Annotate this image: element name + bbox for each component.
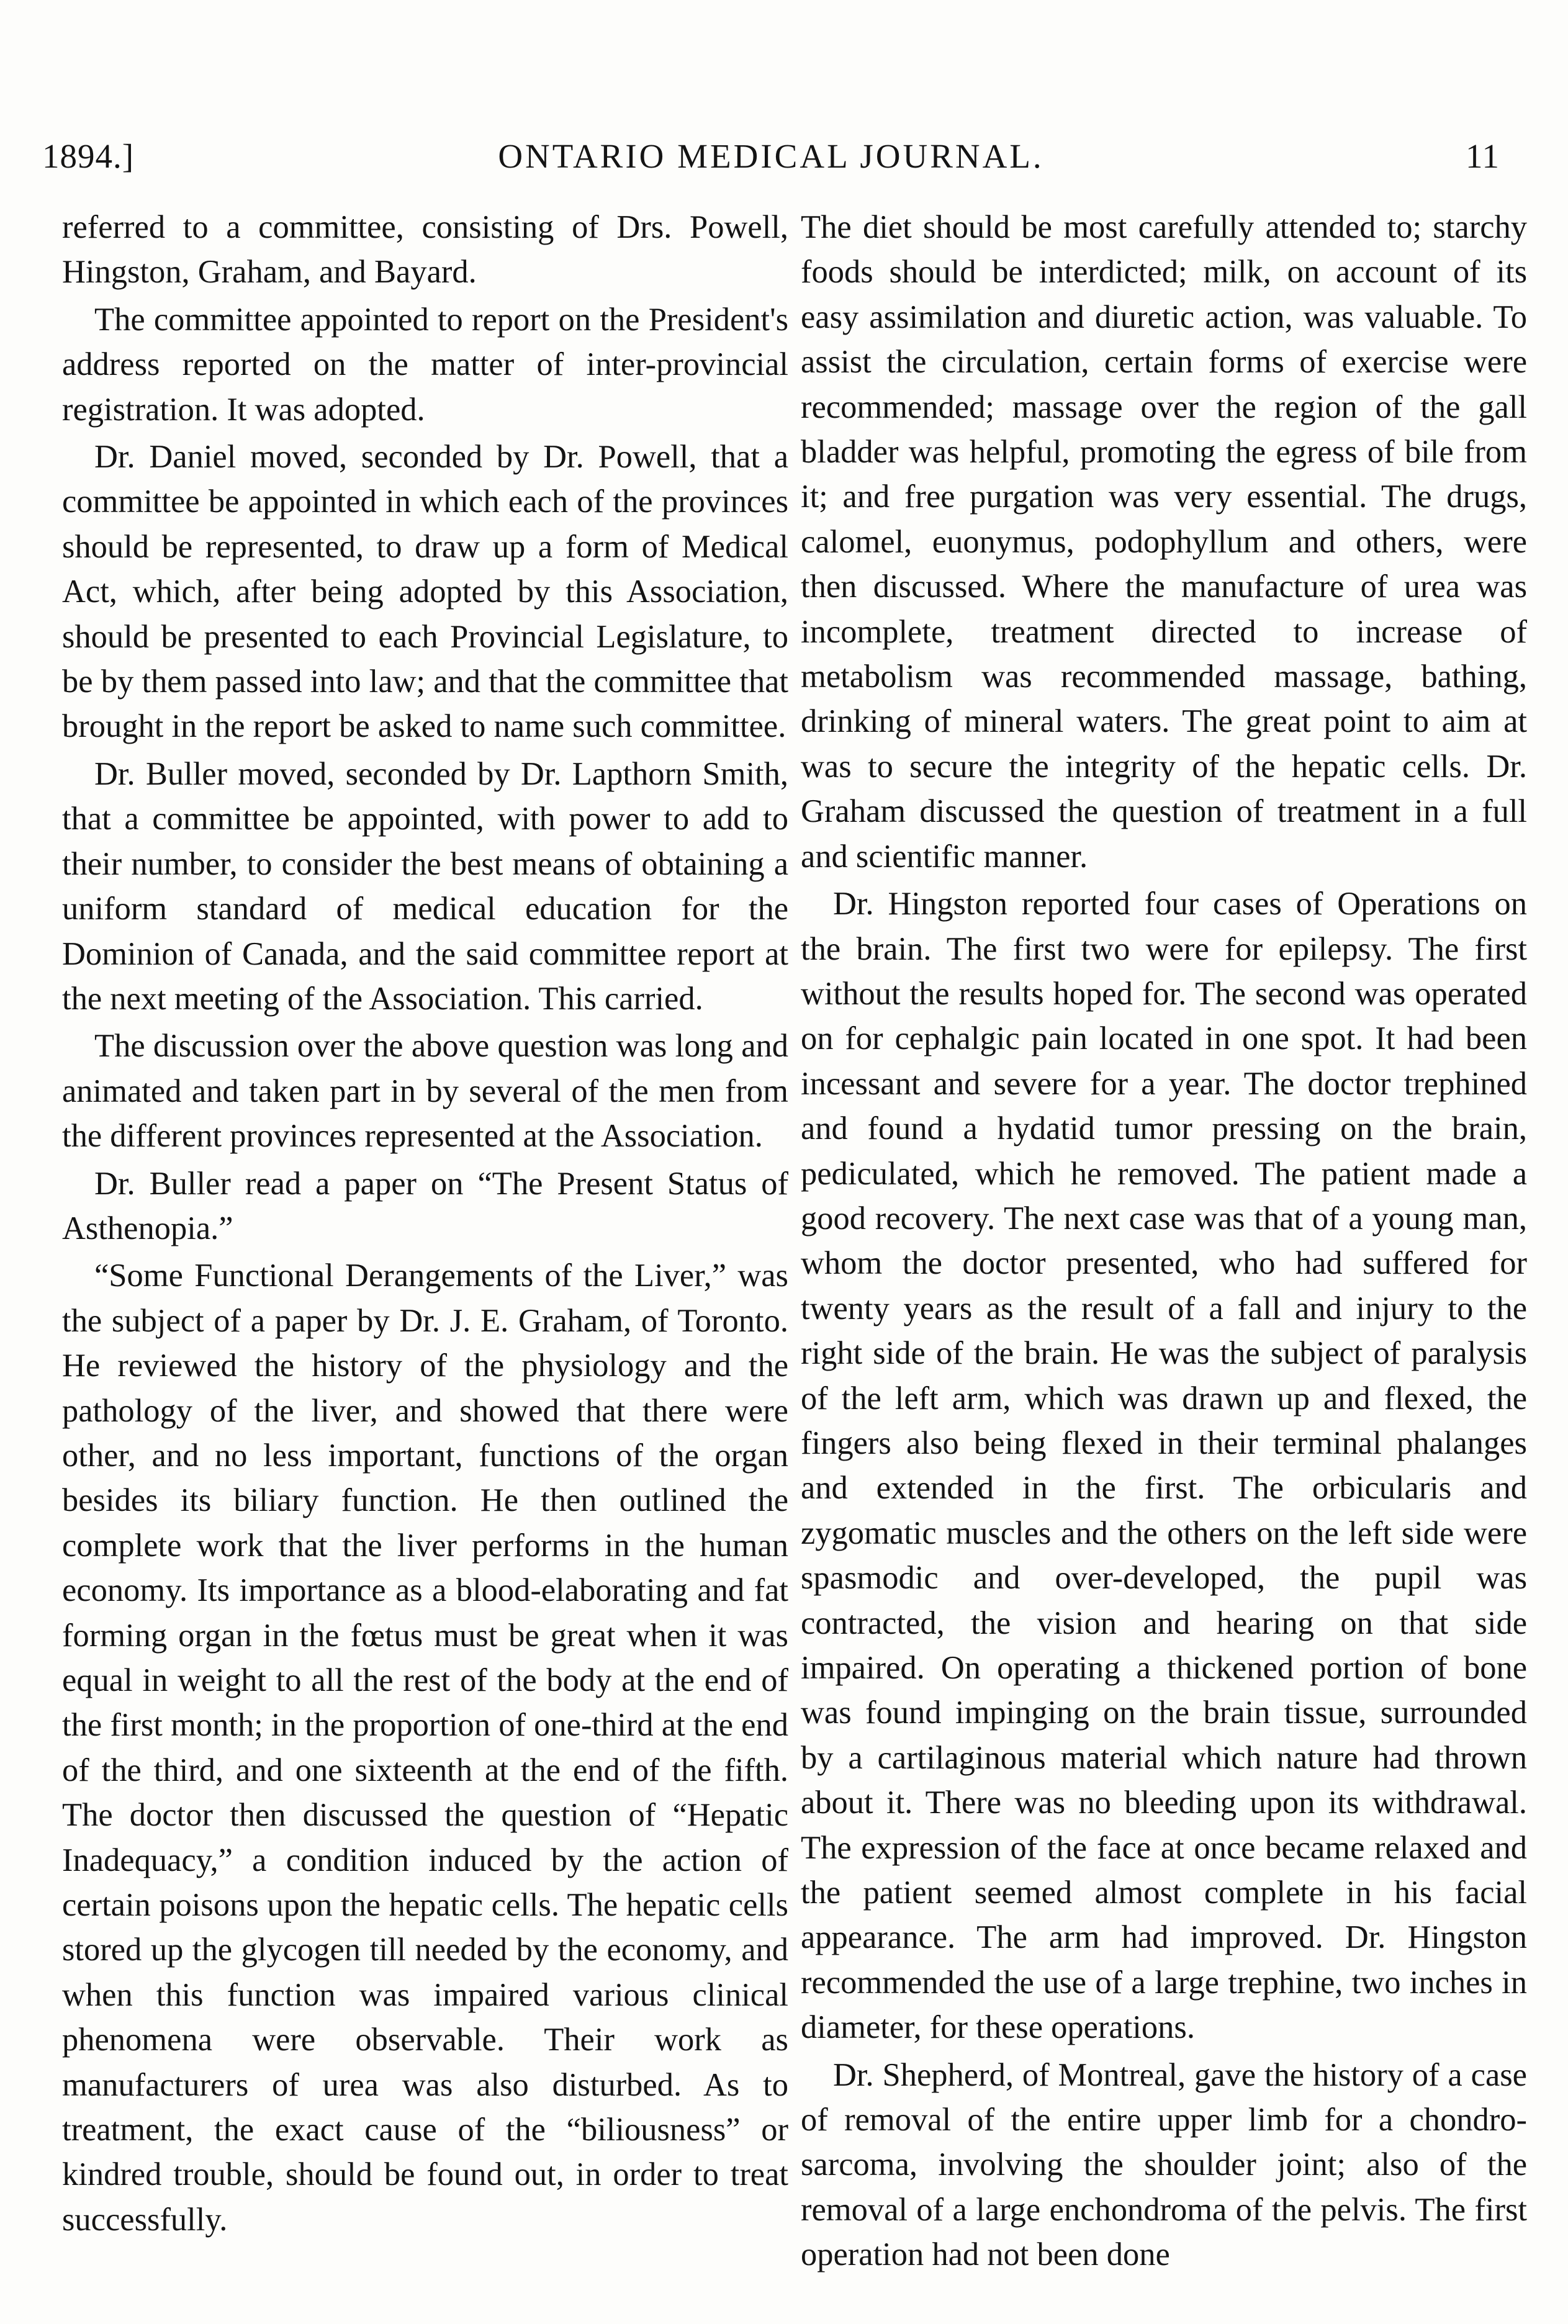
paragraph: The discussion over the above question was long and animated and taken part in by several of the men from the different provinces represented at the Association. bbox=[62, 1028, 788, 1155]
journal-title: ONTARIO MEDICAL JOURNAL. bbox=[498, 137, 1044, 175]
paragraph: The committee appointed to report on the President's address reported on the matter of inter-provincial registration. It was adopted. bbox=[62, 301, 788, 428]
paragraph: Dr. Buller moved, seconded by Dr. Lapthorn Smith, that a committee be appointed, with power to add to their number, to consider the best means of obtaining a uniform standard of medical education for the Dominion of Canada, and the said committee report at the next meeting of the Association. This carried. bbox=[62, 755, 788, 1017]
paragraph: “Some Functional Derangements of the Liver,” was the subject of a paper by Dr. J. E. Graham, of Toronto. He reviewed the history of the physiology and the pathology of the liver, and showed that there were other, and no less important, functions of the organ besides its biliary function. He then outlined the complete work that the liver performs in the human economy. Its importance as a blood-elaborating and fat forming organ in the fœtus must be great when it was equal in weight to all the rest of the body at the end of the first month; in the proportion of one-third at the end of the third, and one sixteenth at the end of the fifth. The doctor then discussed the question of “Hepatic Inadequacy,” a condition induced by the action of certain poisons upon the hepatic cells. The hepatic cells stored up the glycogen till needed by the economy, and when this function was impaired various clinical phenomena were observable. Their work as manufacturers of urea was also disturbed. As to treatment, the exact cause of the “biliousness” or kindred trouble, should be found out, in order to treat successfully. bbox=[62, 1258, 788, 2238]
page-number: 11 bbox=[1466, 137, 1500, 175]
paragraph: Dr. Hingston reported four cases of Operations on the brain. The first two were for epilepsy. The first without the results hoped for. The second was operated on for cephalgic pain located in one spot. It had been incessant and severe for a year. The doctor trephined and found a hydatid tumor pressing on the brain, pediculated, which he removed. The patient made a good recovery. The next case was that of a young man, whom the doctor presented, who had suffered for twenty years as the result of a fall and injury to the right side of the brain. He was the subject of paralysis of the left arm, which was drawn up and flexed, the fingers also being flexed in their terminal phalanges and extended in the first. The orbicularis and zygomatic muscles and the others on the left side were spasmodic and over-developed, the pupil was contracted, the vision and hearing on that side impaired. On operating a thickened portion of bone was found impinging on the brain tissue, surrounded by a cartilaginous material which nature had thrown about it. There was no bleeding upon its withdrawal. The expression of the face at once became relaxed and the patient seemed almost complete in his facial appearance. The arm had improved. Dr. Hingston recommended the use of a large trephine, two inches in diameter, for these operations. bbox=[801, 886, 1527, 2046]
paragraph-continued: The diet should be most carefully attended to; starchy foods should be interdicted; milk, on account of its easy assimilation and diuretic action, was valuable. To assist the circulation, certain forms of exercise were recommended; massage over the region of the gall bladder was helpful, promoting the egress of bile from it; and free purgation was very essential. The drugs, calomel, euonymus, podophyllum and others, were then discussed. Where the manufacture of urea was incomplete, treatment directed to increase of metabolism was recommended massage, bathing, drinking of mineral waters. The great point to aim at was to secure the integrity of the hepatic cells. Dr. Graham discussed the question of treatment in a full and scientific manner. bbox=[801, 209, 1527, 875]
left-column bbox=[62, 205, 788, 2241]
paragraph: Dr. Daniel moved, seconded by Dr. Powell, that a committee be appointed in which each of the provinces should be represented, to draw up a form of Medical Act, which, after being adopted by this Association, should be presented to each Provincial Legislature, to be by them passed into law; and that the committee that brought in the report be asked to name such committee. bbox=[62, 439, 788, 745]
paragraph: Dr. Buller read a paper on “The Present Status of Asthenopia.” bbox=[62, 1165, 788, 1246]
right-column bbox=[801, 205, 1527, 2273]
paragraph-continued: referred to a committee, consisting of Drs. Powell, Hingston, Graham, and Bayard. bbox=[62, 209, 788, 290]
running-head bbox=[42, 132, 1500, 181]
paragraph: Dr. Shepherd, of Montreal, gave the history of a case of removal of the entire upper limb for a chondro-sarcoma, involving the shoulder joint; also of the removal of a large enchondroma of the pelvis. The first operation had not been done bbox=[801, 2056, 1527, 2273]
year-marker: 1894.] bbox=[42, 137, 135, 175]
